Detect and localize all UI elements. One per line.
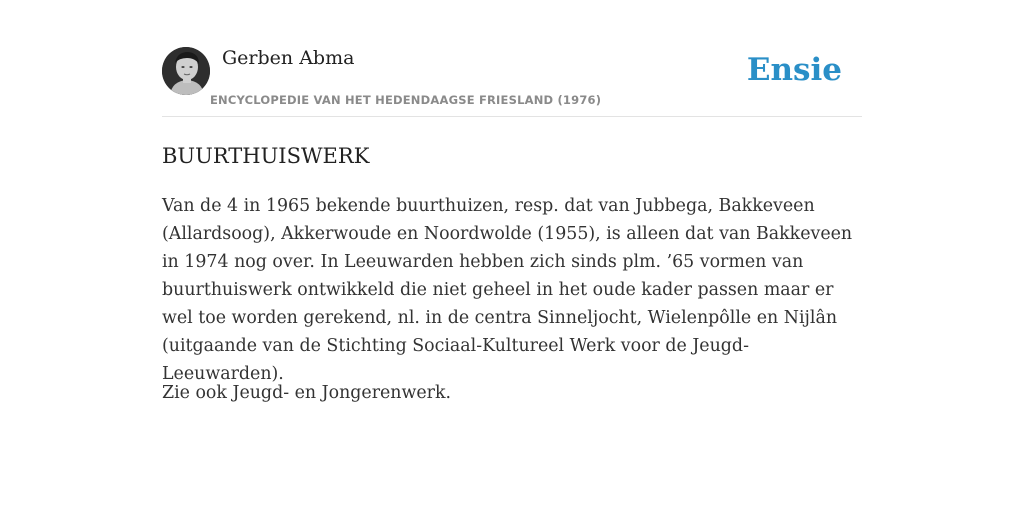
article-header <box>162 46 862 117</box>
article-body: Van de 4 in 1965 bekende buurthuizen, resp. dat van Jubbega, Bakkeveen (Allardsoog), Akkerwoude en Noordwolde (1955), is alleen dat van Bakkeveen in 1974 nog over. In Leeuwarden hebben zich sinds plm. ’65 vormen van buurthuiswerk ontwikkeld die niet geheel in het oude kader passen maar er wel toe worden gerekend, nl. in de centra Sinneljocht, Wielenpôlle en Nijlân (uitgaande van de Stichting Sociaal-Kultureel Werk voor de Jeugd-Leeuwarden). <box>162 196 853 384</box>
author-avatar <box>162 47 210 95</box>
article-title: BUURTHUISWERK <box>162 144 370 168</box>
see-also-text: Zie ook Jeugd- en Jongerenwerk. <box>162 383 452 403</box>
ensie-logo-link[interactable]: Ensie <box>746 52 842 88</box>
source-label[interactable]: ENCYCLOPEDIE VAN HET HEDENDAAGSE FRIESLAND (1976) <box>210 93 602 107</box>
author-portrait-icon <box>162 47 210 95</box>
author-name[interactable]: Gerben Abma <box>222 47 355 69</box>
